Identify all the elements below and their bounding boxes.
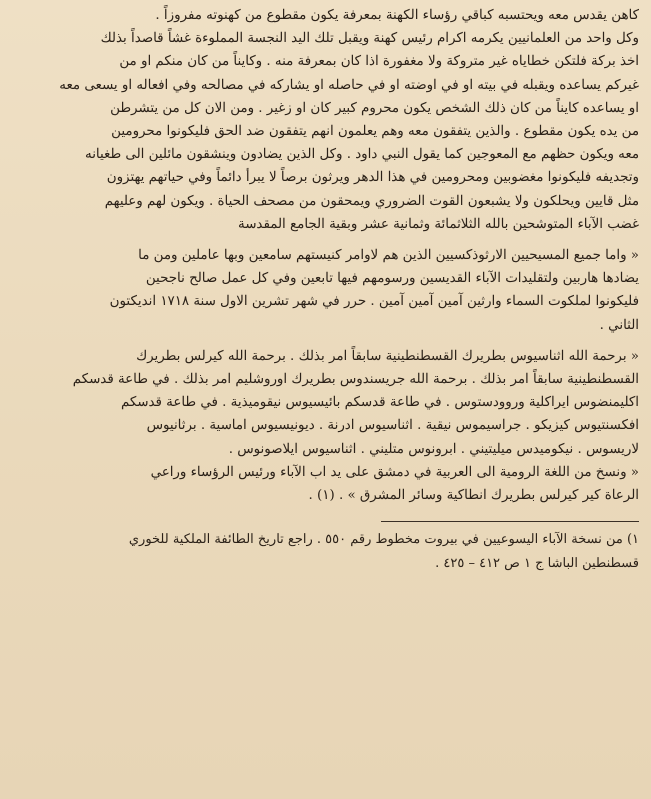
text-line: لاريسوس . نيكوميدس ميليتيني . ابرونوس متليني . اثناسيوس ايلاصونوس . (228, 441, 639, 457)
text-line: « واما جميع المسيحيين الارثوذكسيين الذين هم لاوامر كنيستهم سامعين وبها عاملين ومن ما (138, 248, 639, 264)
body-text (10, 4, 639, 576)
footnote-line: قسطنطين الباشا ج ١ ص ٤١٢ – ٤٢٥ . (435, 556, 639, 572)
text-line: وتجديفه فليكونوا مغضوبين ومحرومين في هذا الدهر ويرثون برصاً لا يبرأ دائماً وفي حياتهم يهتزون (106, 170, 639, 186)
text-line: القسطنطينية سابقاً امر بذلك . برحمة الله جريسندوس بطريرك اوروشليم امر بذلك . في طاعة قدسكم (72, 372, 639, 388)
text-line: اكليمنضوس ايراكلية وروودستوس . في طاعة قدسكم بائيسيوس نيقوميذية . في طاعة قدسكم (120, 395, 639, 411)
text-line: من يده يكون مقطوع . والذين يتفقون معه وهم يعلمون انهم يتفقون ضد الحق فليكونوا محرومين (111, 124, 639, 140)
text-line: الثاني . (599, 317, 639, 333)
text-line: افكسنتيوس كيزيكو . جراسيموس نيقية . اثناسيوس ادرنة . ديونيسيوس اماسية . برثانيوس (146, 418, 639, 434)
text-line: « برحمة الله اثناسيوس بطريرك القسطنطينية سابقاً امر بذلك . برحمة الله كيرلس بطريرك (136, 348, 639, 364)
text-line: اخذ بركة فلتكن خطاياه غير متروكة ولا مغفورة اذا كان بمعرفة منه . وكايناً من كان منكم او من (119, 54, 639, 70)
footnote-divider (381, 521, 639, 522)
text-line: معه ويكون حظهم مع المعوجين كما يقول النبي داود . وكل الذين يضادون وينشقون مائلين الى طغيانه (85, 147, 639, 163)
text-line: يضادها هاربين ولتقليدات الآباء القديسين ورسومهم فيها تابعين وفي كل عمل صالح ناجحين (145, 271, 639, 287)
text-line: غيركم يساعده ويقبله في بيته او في اوضته او في حاصله او يشاركه في مصالحه وفي افعاله او يسعى معه (59, 77, 639, 93)
text-line: فليكونوا لملكوت السماء وارثين آمين آمين آمين . حرر في شهر تشرين الاول سنة ١٧١٨ انديكتون (109, 294, 639, 310)
text-line: الرعاة كير كيرلس بطريرك انطاكية وسائر المشرق » . (١) . (308, 488, 639, 504)
footnote (10, 528, 639, 576)
text-line: مثل قايين ويحلكون ولا يشبعون القوت الضروري ويمحقون من مصحف الحياة . ويكون لهم وعليهم (104, 193, 639, 209)
text-line: كاهن يقدس معه ويحتسبه كباقي رؤساء الكهنة بمعرفة يكون مقطوع من كهنوته مفروزاً . (155, 8, 639, 23)
footnote-line: ١) من نسخة الآباء اليسوعيين في بيروت مخطوط رقم ٥٥٠ . راجع تاريخ الطائفة الملكية للخوري (128, 532, 639, 548)
text-line: غضب الآباء المتوشحين بالله الثلاثمائة وثمانية عشر وبقية الجامع المقدسة (238, 216, 639, 232)
paragraph-blessing (10, 244, 639, 337)
text-line: او يساعده كايناً من كان ذلك الشخص يكون محروم كبير كان او زغير . ومن الان كل من يتشرطن (110, 100, 639, 116)
text-line: « ونسخ من اللغة الرومية الى العربية في دمشق على يد اب الآباء ورئيس الرؤساء وراعي (150, 464, 639, 480)
paragraph-signatories (10, 345, 639, 507)
paragraph-excommunication (10, 4, 639, 236)
text-line: وكل واحد من العلمانيين يكرمه اكرام رئيس كهنة ويقبل تلك اليد النجسة المملوءة غشاً قاصداً بذلك (100, 31, 639, 47)
